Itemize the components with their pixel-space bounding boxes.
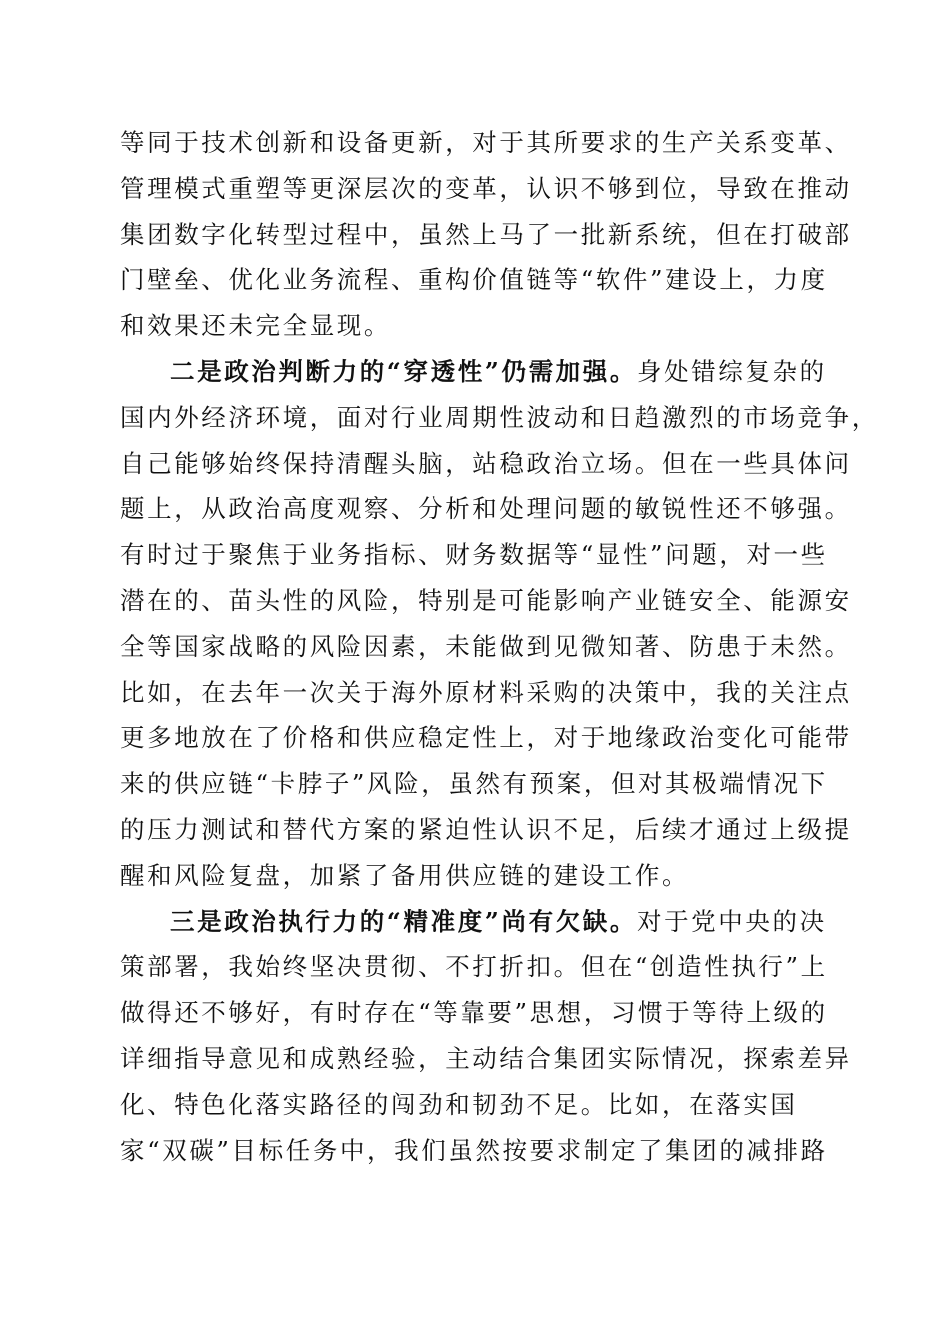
text-line: 自己能够始终保持清醒头脑，站稳政治立场。但在一些具体问	[120, 448, 852, 478]
paragraph-political-judgment	[120, 349, 879, 899]
text-line: 潜在的、苗头性的风险，特别是可能影响产业链安全、能源安	[120, 585, 852, 615]
text-line: 策部署，我始终坚决贯彻、不打折扣。但在“创造性执行”上	[120, 952, 828, 982]
text-line: 详细指导意见和成熟经验，主动结合集团实际情况，探索差异	[120, 1043, 852, 1073]
text-line: 题上，从政治高度观察、分析和处理问题的敏锐性还不够强。	[120, 494, 852, 524]
paragraph-first-line-text: 对于党中央的决	[636, 906, 827, 936]
paragraph-first-line-text: 身处错综复杂的	[636, 356, 827, 386]
text-line: 全等国家战略的风险因素，未能做到见微知著、防患于未然。	[120, 631, 852, 661]
text-line: 和效果还未完全显现。	[120, 311, 391, 341]
text-line: 化、特色化落实路径的闯劲和韧劲不足。比如，在落实国	[120, 1089, 798, 1119]
text-line: 门壁垒、优化业务流程、重构价值链等“软件”建设上，力度	[120, 265, 828, 295]
text-line: 比如，在去年一次关于海外原材料采购的决策中，我的关注点	[120, 677, 852, 707]
text-line: 国内外经济环境，面对行业周期性波动和日趋激烈的市场竞争，	[120, 402, 879, 432]
text-line: 家“双碳”目标任务中，我们虽然按要求制定了集团的减排路	[120, 1135, 828, 1165]
text-line: 的压力测试和替代方案的紧迫性认识不足，后续才通过上级提	[120, 814, 852, 844]
text-line: 做得还不够好，有时存在“等靠要”思想，习惯于等待上级的	[120, 998, 828, 1028]
paragraph-heading: 二是政治判断力的“穿透性”仍需加强。	[170, 356, 637, 386]
text-line: 等同于技术创新和设备更新，对于其所要求的生产关系变革、	[120, 128, 852, 157]
text-line: 集团数字化转型过程中，虽然上马了一批新系统，但在打破部	[120, 219, 852, 249]
paragraph-first-line	[120, 899, 832, 945]
text-line: 醒和风险复盘，加紧了备用供应链的建设工作。	[120, 860, 690, 890]
text-line: 有时过于聚焦于业务指标、财务数据等“显性”问题，对一些	[120, 540, 828, 570]
continued-paragraph	[120, 120, 852, 349]
text-line: 来的供应链“卡脖子”风险，虽然有预案，但对其极端情况下	[120, 769, 828, 799]
text-line: 更多地放在了价格和供应稳定性上，对于地缘政治变化可能带	[120, 723, 852, 753]
paragraph-heading: 三是政治执行力的“精准度”尚有欠缺。	[170, 906, 637, 936]
document-body	[120, 120, 879, 1173]
paragraph-political-execution	[120, 899, 852, 1174]
paragraph-first-line	[120, 349, 832, 395]
text-line: 管理模式重塑等更深层次的变革，认识不够到位，导致在推动	[120, 173, 852, 203]
